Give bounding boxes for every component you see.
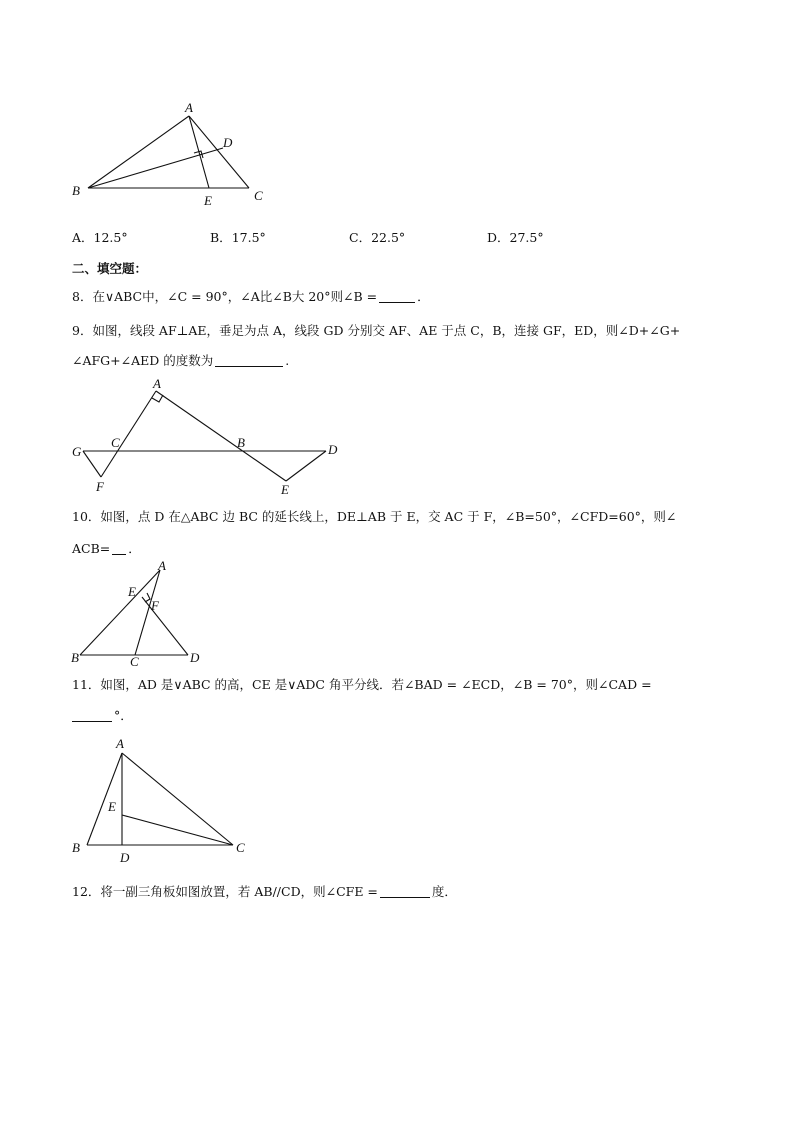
q9-label-c: C: [111, 435, 120, 450]
q7-label-d: D: [223, 135, 233, 150]
q11-label-c: C: [236, 840, 245, 855]
q7-figure: [60, 95, 290, 215]
q11-figure: [66, 733, 266, 868]
q9-figure: [65, 375, 355, 500]
q10-label-b: B: [71, 650, 79, 665]
option-letter: D．: [487, 230, 510, 245]
q10-question-line2: [72, 540, 141, 558]
q10-figure: [66, 560, 216, 670]
option-value: 12.5°: [93, 230, 128, 245]
q11-label-b: B: [72, 840, 80, 855]
q10-label-e: E: [128, 584, 136, 599]
q10-tail: ．: [128, 541, 141, 556]
q9-label-a: A: [153, 376, 161, 391]
q12-tail: 度．: [431, 884, 457, 899]
option-value: 27.5°: [509, 230, 544, 245]
q9-label-f: F: [96, 479, 104, 494]
q12-question: [72, 883, 457, 901]
q9-tail: .: [285, 353, 290, 368]
q9-question-line2: [72, 352, 289, 370]
q7-option-d: [487, 228, 544, 246]
q9-answer-blank[interactable]: [215, 354, 283, 367]
q9-text: ∠AFG+∠AED 的度数为: [72, 353, 214, 368]
q10-question-line1: 10．如图，点 D 在△ABC 边 BC 的延长线上，DE⊥AB 于 E，交 AC 于 F，∠B=50°，∠CFD=60°，则∠: [72, 509, 677, 524]
q10-label-c: C: [130, 654, 139, 669]
q8-tail: ．: [417, 289, 430, 304]
q12-answer-blank[interactable]: [380, 885, 430, 898]
option-value: 17.5°: [231, 230, 266, 245]
q7-option-a: [72, 228, 128, 246]
q12-text: 12．将一副三角板如图放置，若 AB//CD，则∠CFE =: [72, 884, 378, 899]
q10-text: ACB=: [72, 541, 111, 556]
q7-label-a: A: [185, 100, 193, 115]
q10-label-d: D: [190, 650, 200, 665]
q9-label-g: G: [72, 444, 82, 459]
q9-question-line1: 9．如图，线段 AF⊥AE，垂足为点 A，线段 GD 分别交 AF、AE 于点 C，B，连接 GF，ED，则∠D+∠G+: [72, 323, 681, 338]
q8-question: [72, 288, 430, 306]
q7-option-c: [349, 228, 405, 246]
q10-label-a: A: [158, 560, 166, 573]
q8-answer-blank[interactable]: [379, 290, 415, 303]
q11-question-line2: [72, 707, 133, 725]
option-value: 22.5°: [371, 230, 406, 245]
q11-answer-blank[interactable]: [72, 709, 112, 722]
q11-label-e: E: [108, 799, 116, 814]
q9-label-d: D: [328, 442, 338, 457]
q7-option-b: [210, 228, 266, 246]
q7-label-c: C: [254, 188, 263, 203]
section-title: 二、填空题：: [72, 261, 148, 276]
q11-question-line1: 11．如图，AD 是∨ABC 的高，CE 是∨ADC 角平分线．若∠BAD = ∠ECD，∠B = 70°，则∠CAD =: [72, 677, 652, 692]
q7-label-b: B: [72, 183, 80, 198]
q11-tail: °．: [114, 708, 133, 723]
q7-label-e: E: [204, 193, 212, 208]
q10-label-f: F: [151, 598, 159, 613]
q9-label-e: E: [281, 482, 289, 497]
option-letter: C．: [349, 230, 372, 245]
q11-label-a: A: [116, 736, 124, 751]
q11-label-d: D: [120, 850, 130, 865]
option-letter: A．: [72, 230, 94, 245]
option-letter: B．: [210, 230, 232, 245]
q10-answer-blank[interactable]: [112, 542, 126, 555]
q9-label-b: B: [237, 435, 245, 450]
q8-text: 8．在∨ABC中，∠C = 90°，∠A比∠B大 20°则∠B =: [72, 289, 378, 304]
